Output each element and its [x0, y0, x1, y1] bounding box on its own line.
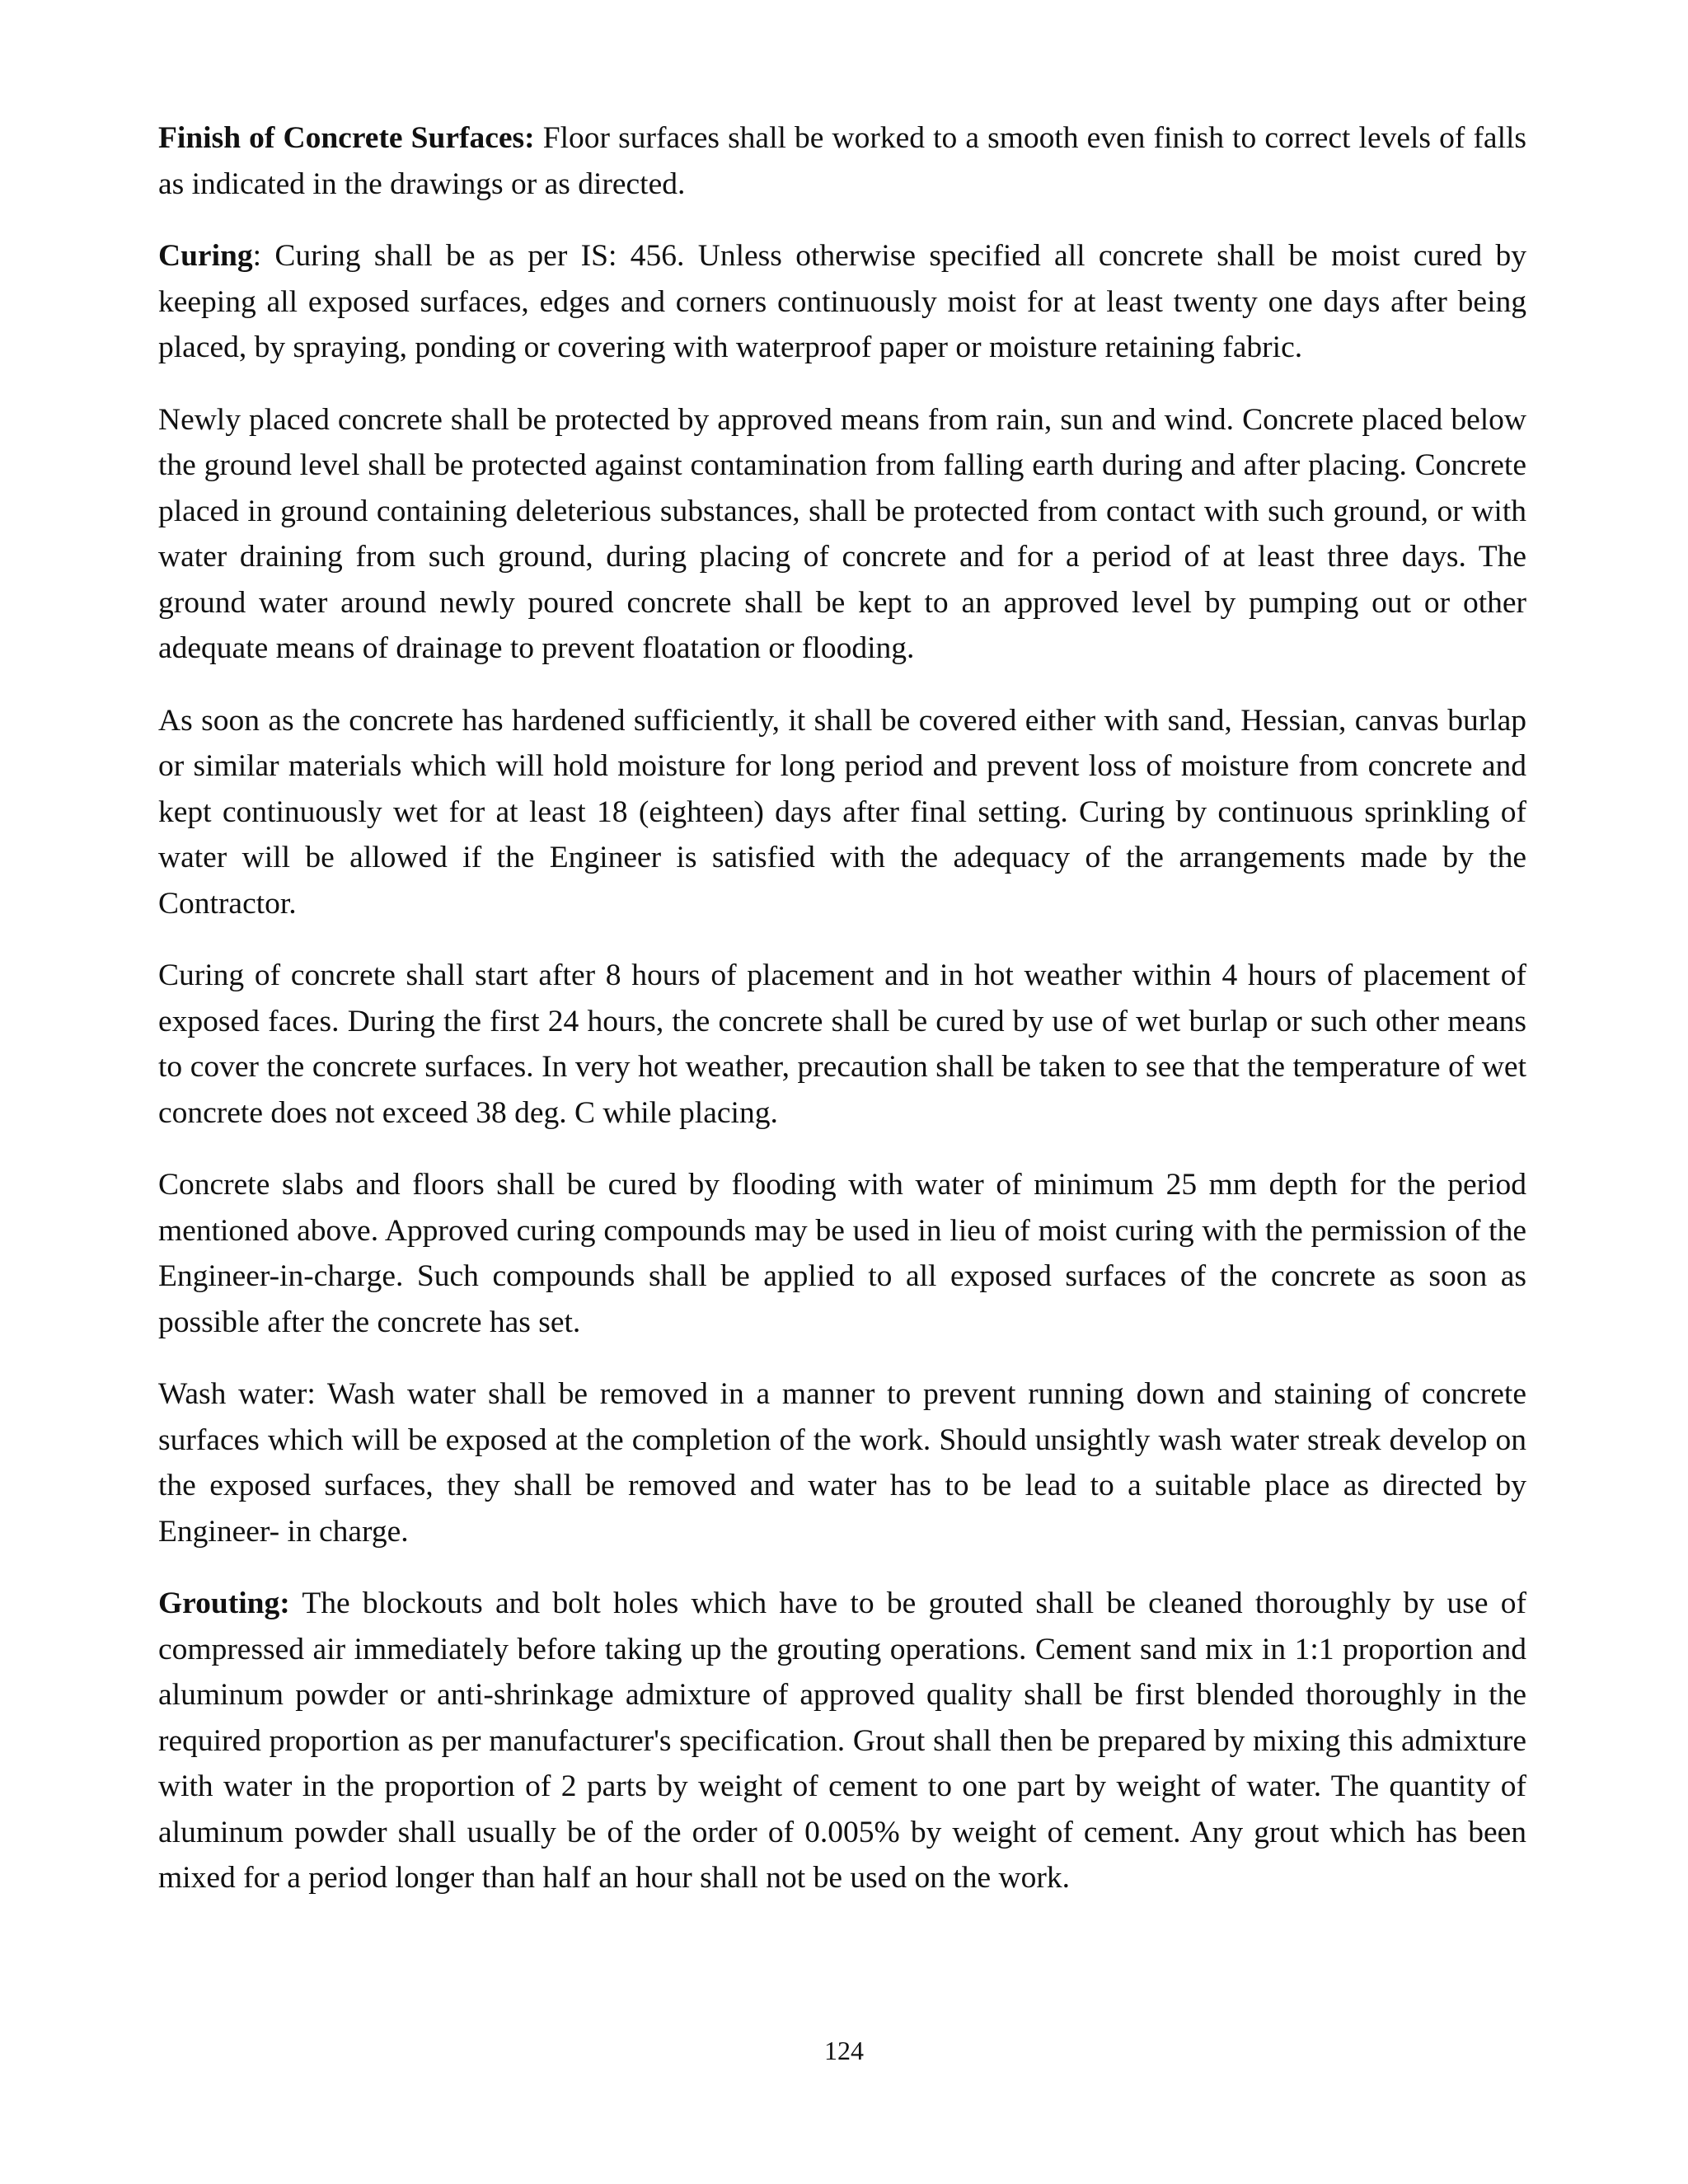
- paragraph-curing: [158, 233, 1526, 371]
- paragraph-text: Newly placed concrete shall be protected by approved means from rain, sun and wind. Concrete placed below the ground level shall be protected against contamination from falling earth during and after placing. Concrete placed in ground containing deleterious substances, shall be protected from contact with such ground, or with water draining from such ground, during placing of concrete and for a period of at least three days. The ground water around newly poured concrete shall be kept to an approved level by pumping out or other adequate means of drainage to prevent floatation or flooding.: [158, 402, 1526, 665]
- page-number: 124: [824, 2036, 864, 2065]
- paragraph-grouting: [158, 1581, 1526, 1901]
- paragraph-curing-start: [158, 953, 1526, 1136]
- paragraph-heading: Finish of Concrete Surfaces:: [158, 121, 535, 155]
- paragraph-finish-of-concrete-surfaces: [158, 115, 1526, 207]
- paragraph-text: Floor surfaces shall be worked to a smooth even finish to correct levels of falls as indicated in the drawings or as directed.: [158, 121, 1527, 201]
- document-body: [158, 115, 1526, 1901]
- paragraph-protection: [158, 397, 1526, 672]
- paragraph-heading: Curing: [158, 239, 253, 273]
- paragraph-text: : Curing shall be as per IS: 456. Unless otherwise specified all concrete shall be moist cured by keeping all exposed surfaces, edges and corners continuously moist for at least twenty one days after being placed, by spraying, ponding or covering with waterproof paper or moisture retaining fabric.: [158, 239, 1526, 364]
- paragraph-text: Concrete slabs and floors shall be cured by flooding with water of minimum 25 mm depth for the period mentioned above. Approved curing compounds may be used in lieu of moist curing with the permission of the Engineer-in-charge. Such compounds shall be applied to all exposed surfaces of the concrete as soon as possible after the concrete has set.: [158, 1168, 1526, 1339]
- paragraph-wash-water: [158, 1371, 1526, 1554]
- paragraph-text: Wash water: Wash water shall be removed in a manner to prevent running down and staining of concrete surfaces which will be exposed at the completion of the work. Should unsightly wash water streak develop on the exposed surfaces, they shall be removed and water has to be lead to a suitable place as directed by Engineer- in charge.: [158, 1377, 1526, 1549]
- paragraph-text: The blockouts and bolt holes which have to be grouted shall be cleaned thoroughly by use of compressed air immediately before taking up the grouting operations. Cement sand mix in 1:1 proportion and aluminum powder or anti-shrinkage admixture of approved quality shall be first blended thoroughly in the required proportion as per manufacturer's specification. Grout shall then be prepared by mixing this admixture with water in the proportion of 2 parts by weight of cement to one part by weight of water. The quantity of aluminum powder shall usually be of the order of 0.005% by weight of cement. Any grout which has been mixed for a period longer than half an hour shall not be used on the work.: [158, 1586, 1526, 1895]
- paragraph-text: As soon as the concrete has hardened sufficiently, it shall be covered either with sand, Hessian, canvas burlap or similar materials which will hold moisture for long period and prevent loss of moisture from concrete and kept continuously wet for at least 18 (eighteen) days after final setting. Curing by continuous sprinkling of water will be allowed if the Engineer is satisfied with the adequacy of the arrangements made by the Contractor.: [158, 703, 1526, 921]
- paragraph-covering: [158, 698, 1526, 927]
- paragraph-heading: Grouting:: [158, 1586, 290, 1620]
- paragraph-text: Curing of concrete shall start after 8 hours of placement and in hot weather within 4 hours of placement of exposed faces. During the first 24 hours, the concrete shall be cured by use of wet burlap or such other means to cover the concrete surfaces. In very hot weather, precaution shall be taken to see that the temperature of wet concrete does not exceed 38 deg. C while placing.: [158, 958, 1526, 1130]
- paragraph-slabs-and-floors: [158, 1162, 1526, 1345]
